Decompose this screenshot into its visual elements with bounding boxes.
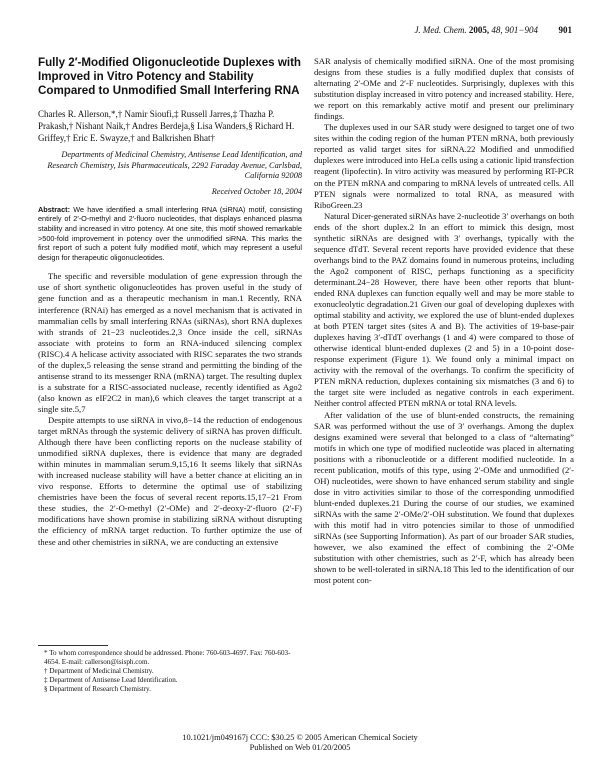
right-column <box>314 56 574 586</box>
received-date: Received October 18, 2004 <box>211 186 302 196</box>
abstract <box>38 205 302 263</box>
journal-citation: J. Med. Chem. 2005, 48, 901−904 <box>414 25 538 35</box>
body-paragraph: The specific and reversible modulation of gene expression through the use of short synthetic oligonucleotides has proven useful in the study of gene function and as a therapeutic mechanism in man.1 Recently, RNA interference (RNAi) has emerged as a novel mechanism that is activated in mammalian cells by small interfering RNAs (siRNAs), short RNA duplexes with strands of 21−23 nucleotides.2,3 Once inside the cell, siRNAs associate with proteins to form an RNA-induced silencing complex (RISC).4 A helicase activity associated with RISC separates the two strands of the duplex,5 releasing the sense strand and permitting the binding of the antisense strand to its messenger RNA (mRNA) target. The resulting duplex is a substrate for a RISC-associated nuclease, recently identified as Ago2 (also known as eIF2C2 in man),6 which cleaves the target transcript at a single site.5,7 <box>38 271 302 414</box>
author-list: Charles R. Allerson,*,† Namir Sioufi,‡ Russell Jarres,‡ Thazha P. Prakash,† Nishant Naik,† Andres Berdeja,§ Lisa Wanders,§ Richard H. Griffey,† Eric E. Swayze,† and Balkrishen Bhat† <box>38 109 295 143</box>
body-paragraph: Despite attempts to use siRNA in vivo,8−14 the reduction of endogenous target mRNAs through the systemic delivery of siRNA has proven difficult. Although there have been conflicting reports on the nuclease stability of unmodified siRNA duplexes, there is evidence that many are degraded within minutes in mammalian serum.9,15,16 It seems likely that siRNAs with increased nuclease stability will have a better chance at eliciting an in vivo response. Efforts to determine the optimal use of stabilizing chemistries have been the focus of several recent reports.15,17−21 From these studies, the 2′-O-methyl (2′-OMe) and 2′-deoxy-2′-fluoro (2′-F) modifications have shown promise in stabilizing siRNA without disrupting the efficiency of mRNA target reduction. To further optimize the use of these and other chemistries in siRNA, we are conducting an extensive <box>38 415 302 547</box>
affiliation: Departments of Medicinal Chemistry, Antisense Lead Identification, and Research Chemistry, Isis Pharmaceuticals, 2292 Faraday Avenue, Carlsbad, California 92008 <box>47 150 302 181</box>
doi-line: 10.1021/jm049167j CCC: $30.25 © 2005 American Chemical Society <box>182 733 418 742</box>
running-header <box>0 25 600 37</box>
footnote-divider <box>38 645 108 646</box>
footnote: ‡ Department of Antisense Lead Identification. <box>44 676 178 684</box>
left-column <box>38 56 302 548</box>
footnote: * To whom correspondence should be addressed. Phone: 760-603-4697. Fax: 760-603-4654. E-mail: callerson@isisph.com. <box>44 649 291 666</box>
abstract-label: Abstract: <box>38 204 71 214</box>
footnote: § Department of Research Chemistry. <box>44 685 151 693</box>
abstract-text: We have identified a small interfering RNA (siRNA) motif, consisting entirely of 2′-O-methyl and 2′-fluoro nucleotides, that displays enhanced plasma stability and increased in vitro potency. At one site, this motif showed remarkable >500-fold improvement in potency over the unmodified siRNA. This marks the first report of such a potent fully modified motif, which may represent a useful design for therapeutic oligonucleotides. <box>38 204 303 262</box>
page-number: 901 <box>558 25 572 35</box>
published-line: Published on Web 01/20/2005 <box>249 743 351 752</box>
body-paragraph: SAR analysis of chemically modified siRNA. One of the most promising designs from these studies is a fully modified duplex that consists of alternating 2′-OMe and 2′-F nucleotides. Surprisingly, duplexes with this substitution display increased in vitro potency and increased stability. Here, we report on this remarkably active motif and present our preliminary findings. <box>314 56 574 122</box>
footnotes <box>38 645 302 694</box>
page-footer <box>0 733 600 753</box>
footnote: † Department of Medicinal Chemistry. <box>44 667 154 675</box>
body-paragraph: After validation of the use of blunt-ended constructs, the remaining SAR was performed without the use of 3′ overhangs. Among the duplex designs examined were several that belonged to a class of “alternating” motifs in which one type of modified nucleotide was placed in alternating positions with a ribonucleotide or a different modified nucleotide. In a recent publication, motifs of this type, using 2′-OMe and unmodified (2′-OH) nucleotides, were shown to have enhanced serum stability and single dose in vitro activities similar to those of the corresponding unmodified blunt-ended duplexes.21 During the course of our studies, we examined siRNAs with the same 2′-OMe/2′-OH substitution. We found that duplexes with this motif had in vitro potencies similar to those of unmodified siRNAs (see Supporting Information). As part of our broader SAR studies, however, we also examined the effect of combining the 2′-OMe substitution with other chemistries, such as 2′-F, which has already been shown to be well-tolerated in siRNA.18 This led to the identification of our most potent con- <box>314 409 574 586</box>
article-title: Fully 2′-Modified Oligonucleotide Duplexes with Improved in Vitro Potency and Stability Compared to Unmodified Small Interfering RNA <box>38 56 302 97</box>
body-paragraph: The duplexes used in our SAR study were designed to target one of two sites within the coding region of the human PTEN mRNA, both previously reported as valid target sites for siRNA.22 Modified and unmodified duplexes were introduced into HeLa cells using a cationic lipid transfection reagent (lipofectin). In vitro activity was measured by performing RT-PCR on the PTEN mRNA and comparing to mRNA levels of untreated cells. All PTEN signals were normalized to total RNA, as measured with RiboGreen.23 <box>314 122 574 210</box>
body-paragraph: Natural Dicer-generated siRNAs have 2-nucleotide 3′ overhangs on both ends of the short duplex.2 In an effort to mimick this design, most synthetic siRNAs are designed with 3′ overhangs, typically with the sequence dTdT. Several recent reports have provided evidence that these overhangs bind to the PAZ domains found in numerous proteins, including the Ago2 component of RISC, perhaps functioning as a specificity determinant.24−28 However, there have been other reports that blunt-ended RNA duplexes can function equally well and may be more stable to exonucleolytic degradation.21 Given our goal of developing duplexes with optimal stability and activity, we explored the use of blunt-ended duplexes at both PTEN target sites (sites A and B). The activities of 19-base-pair duplexes having 3′-dTdT overhangs (1 and 4) were compared to those of otherwise identical blunt-ended duplexes (2 and 5) in a 10-point dose-response experiment (Figure 1). We found only a minimal impact on activity with the removal of the overhangs. To confirm the specificity of PTEN mRNA reduction, duplexes containing six mismatches (3 and 6) to the target site were included as negative controls in each experiment. Neither control affected PTEN mRNA or total RNA levels. <box>314 210 574 409</box>
